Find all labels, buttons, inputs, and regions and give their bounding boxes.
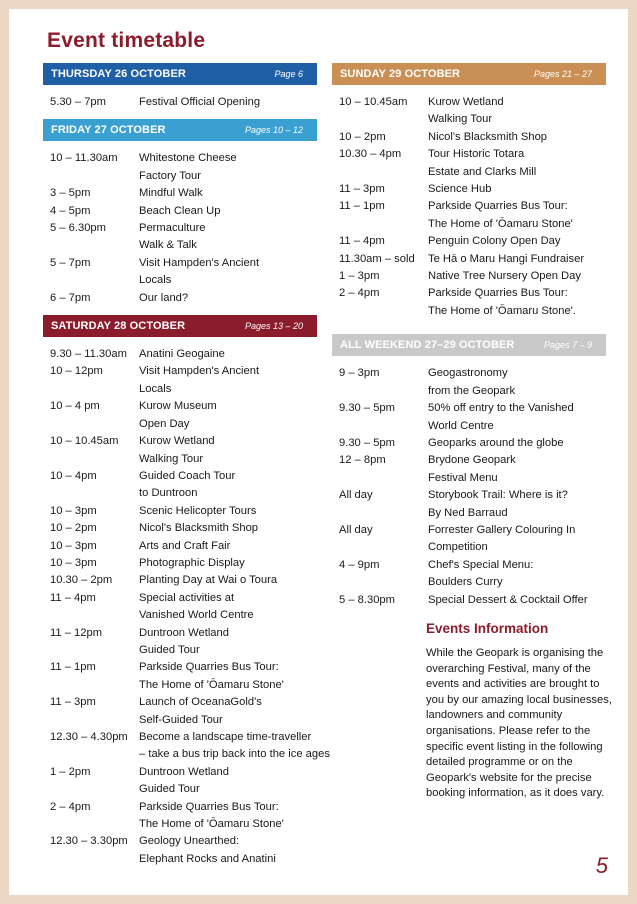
info-body: While the Geopark is organising the overarching Festival, many of the events and activities are brought to you by our amazing local businesses, landowners and community organisations. Please refer to the specific event listing in the following detailed programme or on the Geopark's website for the precise booking information, as it does vary. — [426, 646, 612, 800]
weekend-header — [332, 334, 606, 356]
event-row — [339, 452, 606, 487]
event-title — [139, 572, 317, 589]
event-title — [428, 522, 606, 557]
event-title — [139, 433, 317, 468]
event-time: 5.30 – 7pm — [50, 96, 106, 108]
page-reference: Pages 10 – 12 — [244, 125, 303, 136]
event-row — [339, 198, 606, 233]
event-title-line: Storybook Trail: Where is it? — [428, 489, 568, 502]
event-title-line: Vanished World Centre — [139, 609, 254, 622]
event-row — [50, 538, 317, 555]
event-title-line: Locals — [139, 274, 172, 287]
event-title-line: Duntroon Wetland — [139, 765, 229, 778]
event-time: 9.30 – 5pm — [339, 436, 395, 449]
event-title-line: Native Tree Nursery Open Day — [428, 270, 581, 283]
event-time: 10 – 3pm — [50, 504, 97, 517]
event-title-line: 50% off entry to the Vanished — [428, 402, 574, 415]
event-title-line: – take a bus trip back into the ice ages — [139, 748, 330, 761]
event-time: 9.30 – 5pm — [339, 402, 395, 415]
event-title — [139, 764, 317, 799]
event-time: 11 – 1pm — [50, 661, 96, 674]
event-time: 10 – 10.45am — [50, 435, 119, 448]
friday-section — [43, 119, 317, 307]
event-row — [339, 592, 606, 609]
event-row — [50, 503, 317, 520]
event-row — [50, 799, 317, 834]
event-time: 11 – 4pm — [339, 235, 385, 248]
event-row — [50, 346, 317, 363]
event-title — [428, 452, 606, 487]
event-row — [339, 233, 606, 250]
event-title — [428, 251, 606, 268]
event-row — [50, 572, 317, 589]
event-time: 9 – 3pm — [339, 367, 380, 380]
event-title — [428, 181, 606, 198]
event-time: 9.30 – 11.30am — [50, 348, 127, 361]
event-row — [339, 268, 606, 285]
thursday-header — [43, 63, 317, 85]
event-row — [50, 150, 317, 185]
event-title-line: Duntroon Wetland — [139, 626, 229, 639]
event-title-line: Boulders Curry — [428, 576, 503, 589]
event-title — [139, 255, 317, 290]
event-time: 2 – 4pm — [339, 287, 380, 300]
left-column — [43, 63, 330, 876]
event-time: 12.30 – 3.30pm — [50, 835, 128, 848]
page-reference: Pages 7 – 9 — [543, 340, 592, 351]
event-row — [339, 129, 606, 146]
event-title — [139, 659, 317, 694]
event-title-line: Become a landscape time-traveller — [139, 731, 312, 743]
sunday-section — [332, 63, 606, 320]
events-information — [332, 620, 612, 802]
event-title-line: Visit Hampden's Ancient — [139, 365, 260, 378]
event-title-line: Estate and Clarks Mill — [428, 165, 537, 178]
event-title-line: Walking Tour — [139, 452, 204, 465]
event-title-line: Anatini Geogaine — [139, 348, 225, 361]
event-time: 10 – 2pm — [50, 522, 97, 535]
event-title-line: By Ned Barraud — [428, 506, 508, 519]
saturday-header — [43, 315, 317, 337]
event-time: 10 – 3pm — [50, 539, 97, 552]
event-time: 5 – 7pm — [50, 256, 91, 269]
event-title — [139, 729, 330, 764]
event-title — [139, 625, 317, 660]
event-row — [339, 181, 606, 198]
event-title — [139, 555, 317, 572]
event-time: 12.30 – 4.30pm — [50, 731, 128, 743]
event-title-line: from the Geopark — [428, 384, 516, 397]
event-list — [43, 85, 317, 111]
page-reference: Page 6 — [274, 69, 303, 79]
event-title — [428, 487, 606, 522]
event-title-line: Geogastronomy — [428, 367, 508, 380]
event-title — [428, 129, 606, 146]
event-title-line: Planting Day at Wai o Toura — [139, 574, 278, 587]
event-title-line: The Home of 'Ōamaru Stone' — [428, 217, 573, 230]
event-title-line: Parkside Quarries Bus Tour: — [428, 287, 568, 300]
event-title — [428, 285, 606, 320]
event-time: 10 – 3pm — [50, 556, 97, 569]
saturday-section — [43, 315, 330, 868]
info-heading: Events Information — [426, 620, 549, 636]
event-title-line: Photographic Display — [139, 556, 245, 569]
day-label: FRIDAY 27 OCTOBER — [51, 124, 166, 137]
event-row — [339, 146, 606, 181]
event-title — [139, 799, 317, 834]
event-time: 10 – 11.30am — [50, 152, 118, 165]
page-reference: Pages 13 – 20 — [244, 321, 303, 332]
event-title-line: Kurow Museum — [139, 400, 217, 413]
event-row — [50, 255, 317, 290]
event-time: 6 – 7pm — [50, 291, 91, 304]
event-row — [50, 659, 317, 694]
event-title-line: Our land? — [139, 291, 189, 304]
event-time: 10.30 – 4pm — [339, 148, 402, 161]
event-row — [50, 520, 317, 537]
event-time: 2 – 4pm — [50, 800, 91, 813]
event-title-line: Parkside Quarries Bus Tour: — [139, 800, 279, 813]
event-title — [139, 503, 317, 520]
event-row — [339, 400, 606, 435]
event-title-line: Self-Guided Tour — [139, 713, 223, 726]
event-time: 10 – 10.45am — [339, 96, 408, 108]
event-title — [139, 290, 317, 307]
event-row — [339, 557, 606, 592]
event-time: 5 – 8.30pm — [339, 593, 395, 606]
event-title-line: Beach Clean Up — [139, 204, 221, 217]
event-row — [50, 590, 317, 625]
event-row — [50, 203, 317, 220]
event-title — [428, 400, 606, 435]
event-time: 11 – 3pm — [339, 183, 385, 196]
friday-header — [43, 119, 317, 141]
event-row — [50, 94, 317, 111]
sunday-header — [332, 63, 606, 85]
event-title-line: The Home of 'Ōamaru Stone' — [139, 678, 284, 691]
event-title — [139, 363, 317, 398]
event-row — [339, 365, 606, 400]
event-row — [50, 833, 317, 868]
event-row — [50, 290, 317, 307]
event-title — [139, 346, 317, 363]
event-title-line: Permaculture — [139, 222, 206, 235]
event-title-line: Whitestone Cheese — [139, 152, 237, 165]
event-title-line: Competition — [428, 541, 488, 554]
event-list — [43, 337, 330, 868]
event-title-line: The Home of 'Ōamaru Stone'. — [428, 304, 576, 317]
event-title-line: Forrester Gallery Colouring In — [428, 523, 576, 536]
day-label: SUNDAY 29 OCTOBER — [340, 68, 461, 80]
event-row — [50, 468, 317, 503]
event-time: 11 – 4pm — [50, 591, 96, 604]
event-title-line: Kurow Wetland — [428, 96, 504, 108]
event-row — [339, 251, 606, 268]
right-column — [332, 63, 612, 802]
event-title-line: Guided Tour — [139, 643, 200, 656]
event-title-line: Guided Coach Tour — [139, 469, 236, 482]
event-title-line: Kurow Wetland — [139, 435, 215, 448]
event-row — [339, 94, 606, 129]
event-row — [339, 285, 606, 320]
event-title — [139, 590, 317, 625]
event-time: 1 – 3pm — [339, 270, 380, 283]
day-label: SATURDAY 28 OCTOBER — [51, 320, 186, 333]
event-row — [339, 435, 606, 452]
event-row — [50, 363, 317, 398]
page-title: Event timetable — [47, 29, 206, 52]
event-row — [339, 487, 606, 522]
event-title-line: Tour Historic Totara — [428, 148, 525, 161]
event-title-line: Walk & Talk — [139, 239, 197, 252]
page-number: 5 — [595, 853, 608, 878]
event-time: All day — [339, 523, 373, 536]
event-title-line: Launch of OceanaGold's — [139, 696, 262, 709]
event-title-line: The Home of 'Ōamaru Stone' — [139, 818, 284, 831]
thursday-section — [43, 63, 317, 111]
event-row — [50, 694, 317, 729]
event-time: All day — [339, 489, 373, 502]
event-title-line: Parkside Quarries Bus Tour: — [139, 661, 279, 674]
event-list — [43, 141, 317, 307]
event-title — [428, 198, 606, 233]
event-title — [428, 233, 606, 250]
event-title — [139, 150, 317, 185]
event-title — [139, 185, 317, 202]
event-title-line: Open Day — [139, 417, 190, 430]
event-title-line: Guided Tour — [139, 783, 200, 796]
event-time: 11 – 1pm — [339, 200, 385, 213]
event-time: 5 – 6.30pm — [50, 222, 106, 235]
event-time: 10 – 4 pm — [50, 400, 100, 413]
event-title-line: Walking Tour — [428, 113, 493, 126]
weekend-section — [332, 334, 606, 609]
event-time: 11 – 12pm — [50, 626, 103, 639]
event-title-line: Mindful Walk — [139, 187, 203, 200]
event-title-line: Special activities at — [139, 591, 235, 604]
event-title — [139, 520, 317, 537]
event-row — [50, 625, 317, 660]
event-title-line: Parkside Quarries Bus Tour: — [428, 200, 568, 213]
event-title — [139, 220, 317, 255]
page-reference: Pages 21 – 27 — [533, 69, 592, 79]
event-title — [428, 94, 606, 129]
event-title-line: Nicol's Blacksmith Shop — [428, 130, 548, 143]
event-time: 10 – 12pm — [50, 365, 103, 378]
event-title-line: Festival Menu — [428, 471, 498, 484]
event-title — [139, 833, 317, 868]
event-title-line: Penguin Colony Open Day — [428, 235, 561, 248]
event-time: 10 – 4pm — [50, 469, 97, 482]
event-title — [428, 268, 606, 285]
event-title-line: Chef's Special Menu: — [428, 558, 534, 571]
event-title — [139, 468, 317, 503]
event-title-line: Special Dessert & Cocktail Offer — [428, 593, 588, 606]
event-time: 4 – 9pm — [339, 558, 380, 571]
event-row — [50, 398, 317, 433]
event-row — [339, 522, 606, 557]
event-title — [428, 365, 606, 400]
event-title-line: Brydone Geopark — [428, 454, 516, 467]
event-title — [428, 435, 606, 452]
event-row — [50, 433, 317, 468]
event-title-line: Geoparks around the globe — [428, 436, 564, 449]
event-time: 4 – 5pm — [50, 204, 91, 217]
event-title-line: to Duntroon — [139, 487, 198, 500]
event-time: 10.30 – 2pm — [50, 574, 113, 587]
event-row — [50, 764, 317, 799]
event-list — [332, 85, 606, 320]
event-list — [332, 356, 606, 609]
event-row — [50, 555, 317, 572]
event-title — [139, 538, 317, 555]
day-label: ALL WEEKEND 27–29 OCTOBER — [340, 339, 515, 352]
event-time: 1 – 2pm — [50, 765, 91, 778]
event-title-line: Visit Hampden's Ancient — [139, 256, 260, 269]
event-time: 12 – 8pm — [339, 454, 386, 467]
event-title — [428, 557, 606, 592]
event-title — [139, 694, 317, 729]
event-time: 10 – 2pm — [339, 130, 386, 143]
event-title — [139, 203, 317, 220]
event-title-line: Te Hā o Maru Hangi Fundraiser — [428, 252, 585, 265]
event-title — [428, 592, 606, 609]
event-row — [50, 729, 330, 764]
event-title-line: Locals — [139, 382, 172, 395]
event-row — [50, 185, 317, 202]
event-title-line: Factory Tour — [139, 169, 201, 182]
event-time: 11.30am – sold — [339, 252, 415, 265]
event-title-line: Geology Unearthed: — [139, 835, 240, 848]
event-row — [50, 220, 317, 255]
event-title — [428, 146, 606, 181]
event-title-line: Science Hub — [428, 183, 492, 196]
event-title — [139, 94, 317, 111]
event-title — [139, 398, 317, 433]
event-title-line: Scenic Helicopter Tours — [139, 504, 257, 517]
event-title-line: Elephant Rocks and Anatini — [139, 852, 276, 865]
event-time: 11 – 3pm — [50, 696, 96, 709]
event-time: 3 – 5pm — [50, 187, 91, 200]
event-title-line: Festival Official Opening — [139, 96, 261, 108]
event-title-line: World Centre — [428, 419, 494, 432]
event-title-line: Arts and Craft Fair — [139, 539, 231, 552]
event-title-line: Nicol's Blacksmith Shop — [139, 522, 259, 535]
day-label: THURSDAY 26 OCTOBER — [51, 68, 186, 80]
